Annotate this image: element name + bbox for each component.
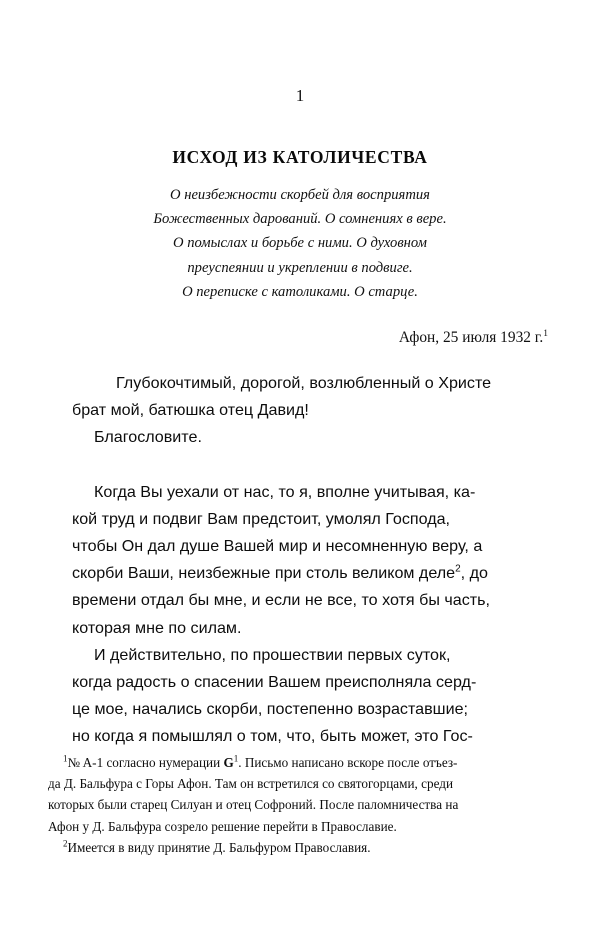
body-paragraph-1 <box>72 479 528 642</box>
text-line <box>72 723 528 750</box>
text-line <box>48 752 552 773</box>
paragraph-line: чтобы Он дал душе Вашей мир и несомненную веру, а <box>72 537 483 556</box>
footnote-marker: 1 <box>63 753 68 764</box>
text-line <box>72 370 528 397</box>
text-line: Афон у Д. Бальфура созрело решение перейти в Православие. <box>48 818 397 834</box>
synopsis-line: преуспеянии и укреплении в подвиге. <box>187 259 413 276</box>
footnote-line: которых были старец Силуан и отец Софроний. После паломничества на <box>48 797 459 813</box>
text-line <box>48 773 552 794</box>
footnote-2 <box>48 837 552 858</box>
dateline <box>0 328 548 348</box>
chapter-title: ИСХОД ИЗ КАТОЛИЧЕСТВА <box>172 146 428 167</box>
synopsis-line: О переписке с католиками. О старце. <box>182 283 418 300</box>
footnote-marker: 2 <box>63 838 68 849</box>
synopsis-line: О помыслах и борьбе с ними. О духовном <box>173 235 427 252</box>
paragraph-line: когда радость о спасении Вашем преисполняла серд- <box>72 673 477 692</box>
dateline-text: Афон, 25 июля 1932 г. <box>398 329 544 346</box>
paragraph-line: скорби Ваши, неизбежные при столь великом деле <box>72 564 456 583</box>
letter-body <box>72 370 528 751</box>
paragraph-line-with-note <box>72 560 488 587</box>
footnote-line: да Д. Бальфура с Горы Афон. Там он встретился со святогорцами, среди <box>48 776 454 792</box>
text-line <box>72 424 528 451</box>
salutation-line: Глубокочтимый, дорогой, возлюбленный о Христе <box>116 374 492 392</box>
text-line <box>72 587 528 614</box>
footnote-1 <box>48 752 552 837</box>
footnote-text: . Письмо написано вскоре после отъез- <box>238 755 458 770</box>
text-line <box>72 560 528 587</box>
paragraph-line: Когда Вы уехали от нас, то я, вполне учитывая, ка- <box>94 482 476 501</box>
synopsis-line: Божественных дарований. О сомнениях в вере. <box>153 211 447 228</box>
paragraph-line: це мое, начались скорби, постепенно возраставшие; <box>72 700 468 719</box>
paragraph-line: кой труд и подвиг Вам предстоит, умолял Господа, <box>72 509 451 528</box>
text-line <box>48 794 552 815</box>
footnote-line <box>48 752 457 773</box>
footnote-bold-token: G <box>223 755 234 770</box>
text-line <box>72 533 528 560</box>
body-paragraph-2 <box>72 642 528 751</box>
text-line: брат мой, батюшка отец Давид! <box>72 401 309 420</box>
paragraph-line: И действительно, по прошествии первых суток, <box>94 645 451 664</box>
paragraph-line-tail: , до <box>460 564 488 583</box>
body-footnote-marker: 2 <box>455 563 461 575</box>
salutation-line: Благословите. <box>94 428 202 447</box>
footnote-text: № A-1 согласно нумерации <box>67 755 224 770</box>
dateline-footnote-marker: 1 <box>543 328 548 339</box>
paragraph-line: времени отдал бы мне, и если не все, то хотя бы часть, <box>72 591 490 610</box>
paragraph-gap <box>72 452 528 479</box>
synopsis-line: О неизбежности скорбей для восприятия <box>170 187 430 203</box>
text-line <box>72 642 528 669</box>
text-line <box>72 506 528 533</box>
text-line <box>72 479 528 506</box>
chapter-number: 1 <box>295 86 305 105</box>
text-line <box>72 696 528 723</box>
salutation-paragraph <box>72 370 528 452</box>
chapter-synopsis <box>90 183 510 304</box>
footnote-text: Имеется в виду принятие Д. Бальфуром Православия. <box>67 839 371 855</box>
footnote-block <box>48 752 552 858</box>
footnote-bold-superscript: 1 <box>233 753 239 764</box>
text-line <box>48 837 552 858</box>
text-line <box>72 669 528 696</box>
text-line: которая мне по силам. <box>72 618 242 637</box>
paragraph-line: но когда я помышлял о том, что, быть может, это Гос- <box>72 727 473 746</box>
